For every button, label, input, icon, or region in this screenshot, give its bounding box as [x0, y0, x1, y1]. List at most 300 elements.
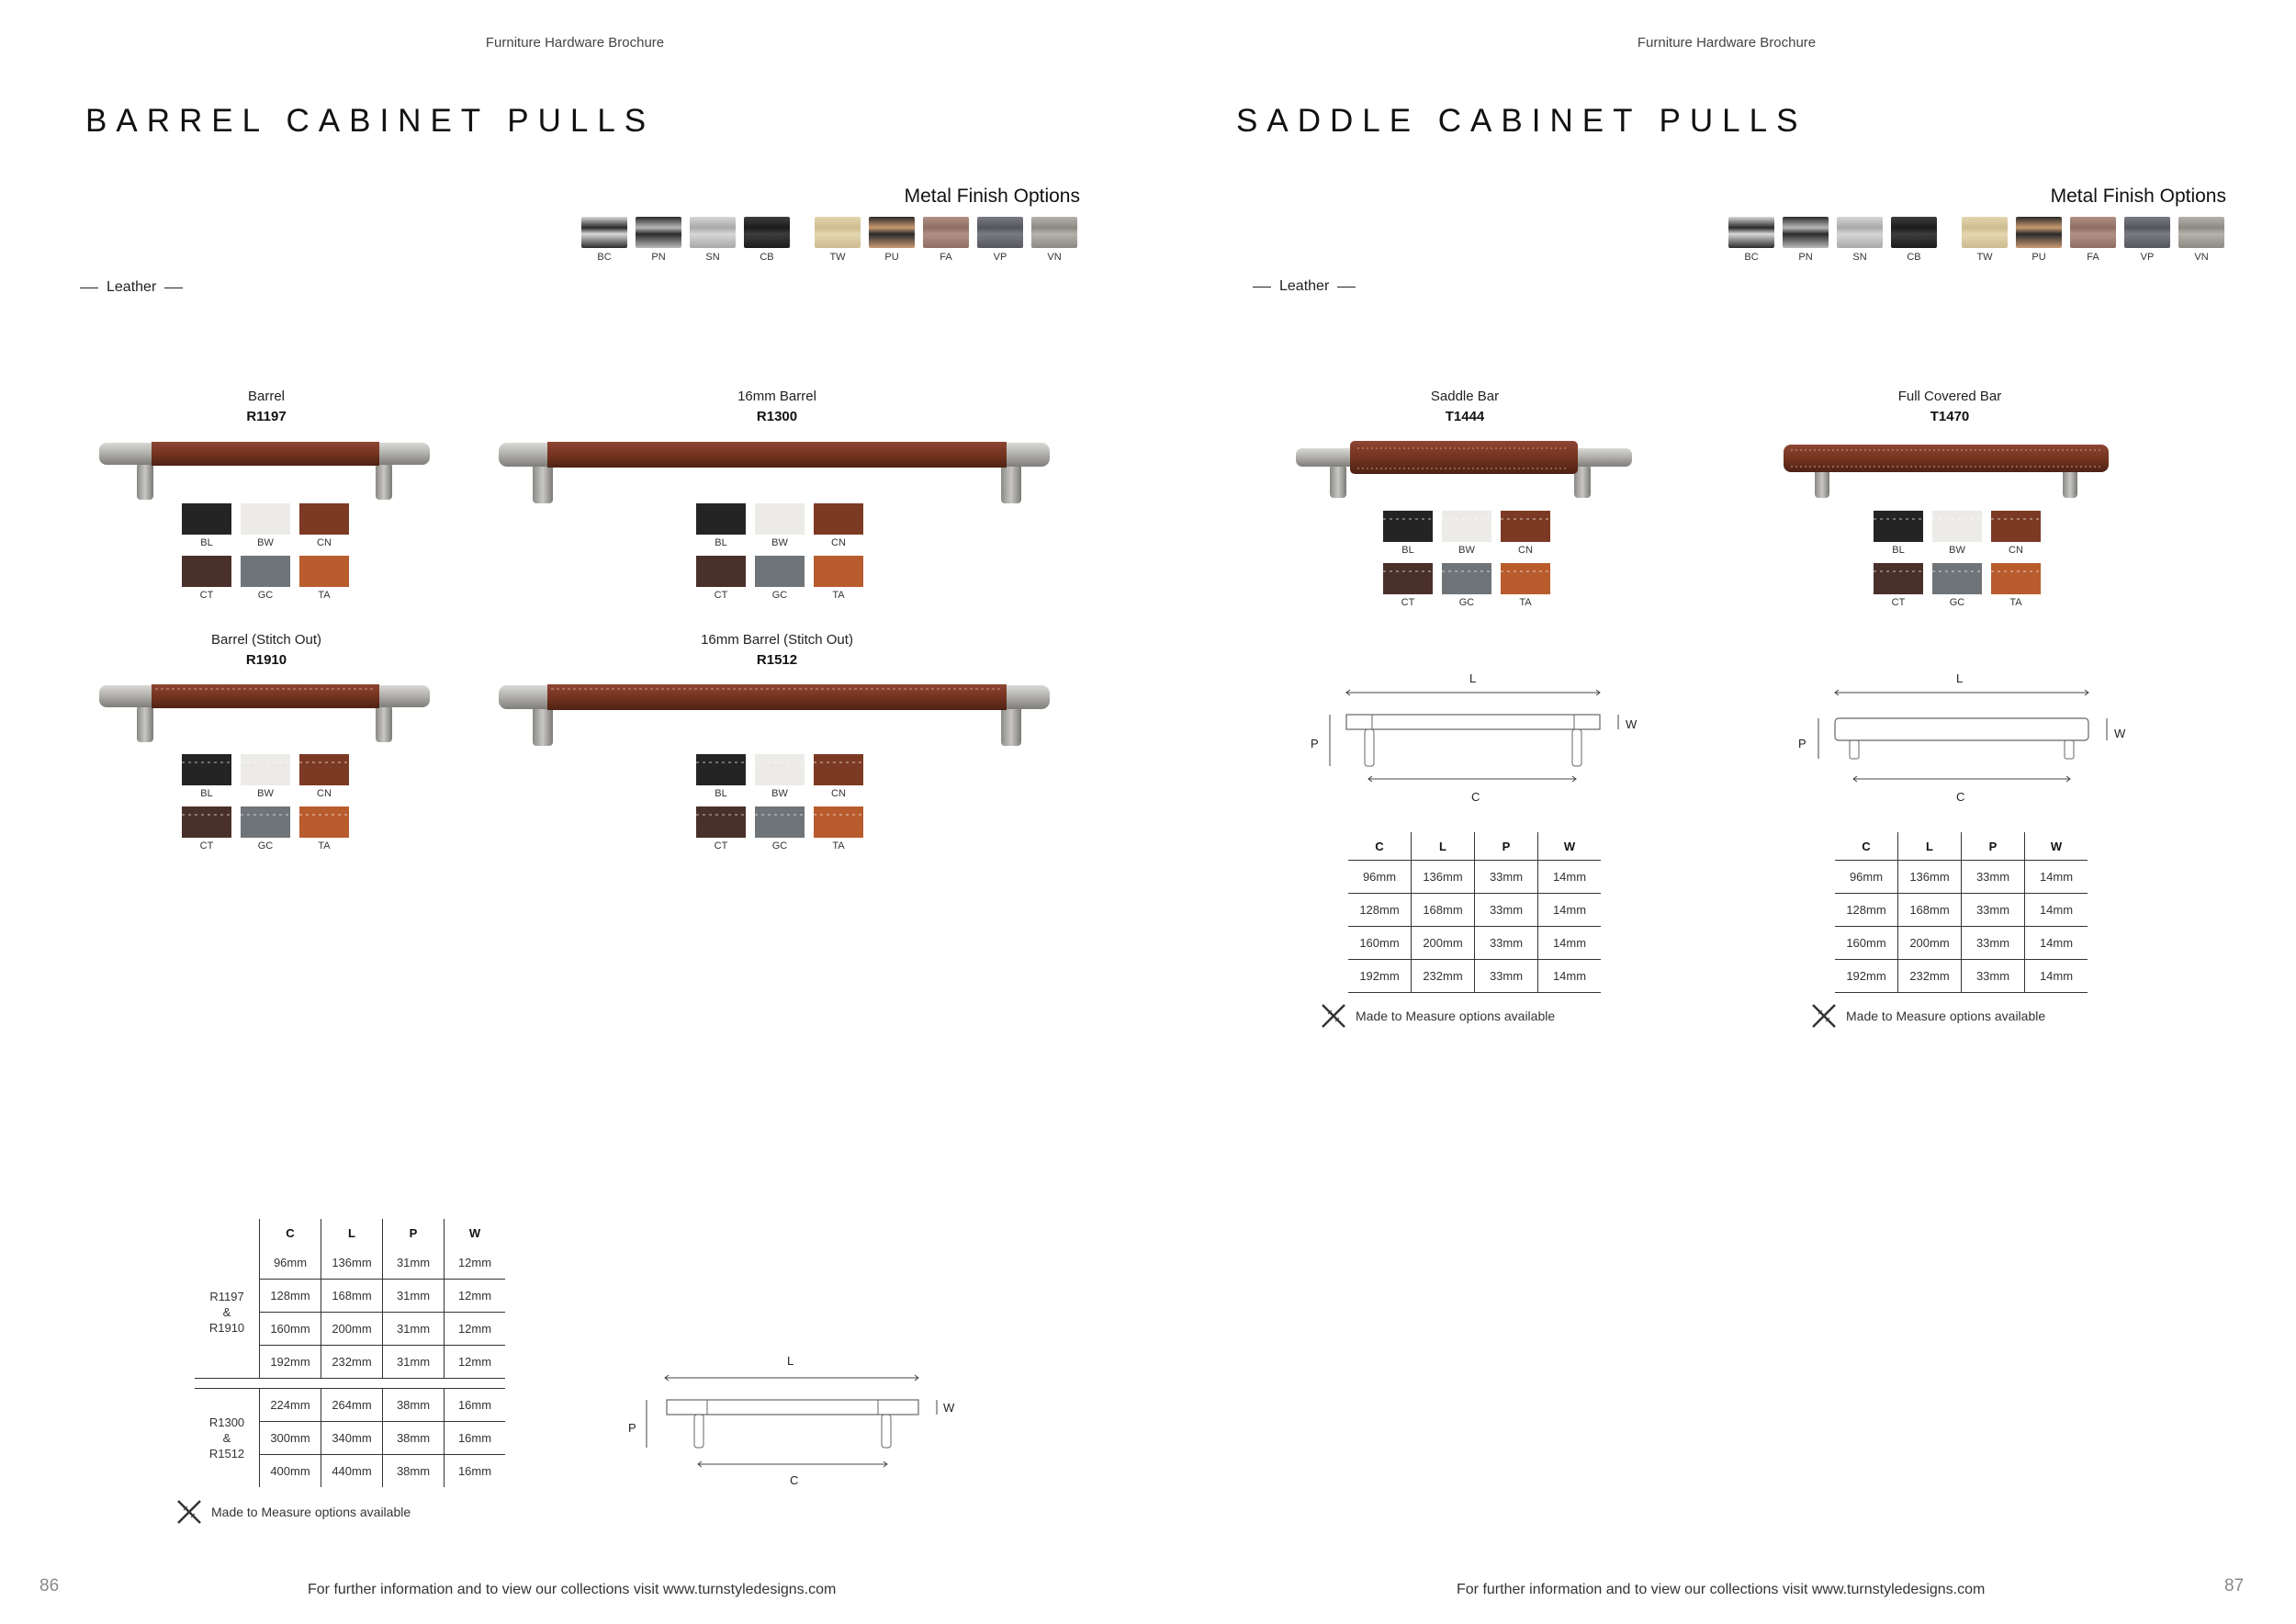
barrel-pull-image: [96, 439, 433, 503]
leather-swatch[interactable]: [299, 503, 349, 548]
diagram-label-w: W: [1626, 717, 1638, 731]
leather-chip: [1874, 511, 1923, 542]
leather-swatch[interactable]: [696, 806, 746, 851]
leather-swatch[interactable]: [1501, 511, 1550, 556]
leather-code: GC: [257, 840, 274, 851]
leather-chip: [696, 556, 746, 587]
metal-finish-code: PN: [651, 252, 666, 263]
leather-code: TA: [318, 840, 331, 851]
table-cell: 12mm: [445, 1346, 506, 1379]
leather-code: BW: [1949, 545, 1965, 556]
product-name: 16mm Barrel (Stitch Out): [701, 632, 853, 648]
metal-finish-chip: [690, 217, 736, 248]
product-code: R1512: [756, 652, 798, 668]
metal-finish-code: BC: [597, 252, 612, 263]
table-header-row: [1348, 832, 1601, 861]
table-header-cell: W: [2025, 832, 2088, 861]
diagram-label-p: P: [1311, 737, 1319, 750]
leather-code: CT: [1891, 597, 1906, 608]
leather-swatch[interactable]: [1442, 511, 1491, 556]
saddle-bar-dimension-diagram: [1304, 680, 1653, 799]
leather-code: CN: [317, 788, 332, 799]
leather-chip: [241, 754, 290, 785]
product-name: Saddle Bar: [1430, 389, 1500, 404]
table-row: [1835, 894, 2088, 927]
metal-finish-chip: [923, 217, 969, 248]
leather-swatch[interactable]: [814, 503, 863, 548]
leather-code: GC: [771, 840, 788, 851]
table-cell: 168mm: [1898, 894, 1962, 927]
metal-finish-chip: [581, 217, 627, 248]
leather-swatch[interactable]: [696, 754, 746, 799]
leather-code: CT: [714, 840, 728, 851]
leather-chip: [1383, 511, 1433, 542]
table-cell: 16mm: [445, 1455, 506, 1488]
leather-code: CN: [831, 537, 846, 548]
table-row: [1835, 960, 2088, 993]
table-cell: 160mm: [260, 1313, 321, 1346]
table-cell: 38mm: [383, 1422, 445, 1455]
metal-finish-swatch[interactable]: [2070, 217, 2116, 263]
metal-finish-code: VP: [2140, 252, 2155, 263]
metal-finish-swatch[interactable]: [923, 217, 969, 263]
table-cell: 38mm: [383, 1455, 445, 1488]
table-header-cell: P: [1962, 832, 2025, 861]
16mm-barrel-pull-image: [496, 439, 1052, 507]
metal-finish-swatch[interactable]: [1031, 217, 1077, 263]
leather-swatches-saddle-bar: [1383, 511, 1550, 608]
page-number: 86: [39, 1576, 60, 1596]
table-cell: 440mm: [321, 1455, 383, 1488]
leather-swatch[interactable]: [1932, 563, 1982, 608]
leather-swatch[interactable]: [814, 806, 863, 851]
table-header-cell: W: [1538, 832, 1602, 861]
metal-finish-swatches: [581, 217, 1086, 263]
leather-code: CT: [199, 590, 214, 601]
metal-finish-swatch[interactable]: [1962, 217, 2008, 263]
leather-code: TA: [318, 590, 331, 601]
leather-chip: [1932, 563, 1982, 594]
leather-swatch[interactable]: [1932, 511, 1982, 556]
leather-code: BW: [257, 537, 274, 548]
leather-swatch[interactable]: [241, 503, 290, 548]
leather-swatches-barrel: [182, 503, 349, 601]
table-row: [1348, 894, 1601, 927]
table-cell: 300mm: [260, 1422, 321, 1455]
product-name: Barrel (Stitch Out): [210, 632, 322, 648]
leather-chip: [814, 754, 863, 785]
diagram-label-c: C: [790, 1473, 799, 1487]
metal-finish-code: CB: [1907, 252, 1921, 263]
table-header-cell: P: [383, 1219, 445, 1246]
metal-finish-code: FA: [2087, 252, 2099, 263]
metal-finish-code: SN: [1852, 252, 1867, 263]
page-title: SADDLE CABINET PULLS: [1236, 103, 1807, 139]
metal-finish-code: VP: [993, 252, 1007, 263]
leather-swatch[interactable]: [1991, 563, 2041, 608]
table-cell: 38mm: [383, 1389, 445, 1422]
metal-finish-swatch[interactable]: [2178, 217, 2224, 263]
leather-chip: [1991, 511, 2041, 542]
diagram-label-c: C: [1471, 790, 1480, 804]
table-cell: 31mm: [383, 1246, 445, 1280]
metal-finish-chip: [2070, 217, 2116, 248]
table-cell: 192mm: [1348, 960, 1412, 993]
leather-swatch[interactable]: [755, 503, 805, 548]
leather-swatch[interactable]: [299, 754, 349, 799]
metal-finish-chip: [2124, 217, 2170, 248]
leather-code: BL: [200, 537, 213, 548]
16mm-barrel-stitch-out-pull-image: [496, 682, 1052, 750]
table-cell: 168mm: [1412, 894, 1475, 927]
leather-code: CT: [1401, 597, 1415, 608]
leather-chip: [755, 806, 805, 838]
leather-swatch[interactable]: [299, 806, 349, 851]
group-label-line: &: [222, 1431, 231, 1445]
group-label-line: &: [222, 1305, 231, 1319]
leather-swatch[interactable]: [696, 503, 746, 548]
leather-swatches-16mm-barrel-stitch-out: [696, 754, 863, 851]
dimension-diagram: [625, 1348, 974, 1486]
table-row: [1348, 960, 1601, 993]
ruler-pencil-icon: [1809, 1001, 1839, 1031]
table-cell: 14mm: [1538, 861, 1602, 894]
metal-finish-chip: [744, 217, 790, 248]
metal-finish-chip: [1031, 217, 1077, 248]
table-cell: 232mm: [1898, 960, 1962, 993]
metal-finish-swatch[interactable]: [1891, 217, 1937, 263]
diagram-label-l: L: [787, 1354, 794, 1368]
table-header-cell: W: [445, 1219, 506, 1246]
leather-chip: [696, 806, 746, 838]
metal-finish-chip: [869, 217, 915, 248]
leather-code: GC: [771, 590, 788, 601]
leather-section-label: Leather: [72, 279, 191, 296]
table-cell: 33mm: [1475, 960, 1538, 993]
metal-finish-chip: [1728, 217, 1774, 248]
table-cell: 31mm: [383, 1280, 445, 1313]
footer-text: For further information and to view our collections visit www.turnstyledesigns.com: [308, 1582, 837, 1597]
table-cell: 33mm: [1962, 960, 2025, 993]
table-cell: 232mm: [1412, 960, 1475, 993]
leather-chip: [182, 556, 231, 587]
table-cell: 136mm: [1412, 861, 1475, 894]
table-row: [1835, 861, 2088, 894]
table-header-cell: L: [1412, 832, 1475, 861]
ruler-pencil-icon: [1319, 1001, 1348, 1031]
table-cell: 96mm: [1348, 861, 1412, 894]
leather-section-label: Leather: [1244, 278, 1364, 295]
metal-finish-code: FA: [940, 252, 952, 263]
table-cell: 96mm: [1835, 861, 1898, 894]
page-title: BARREL CABINET PULLS: [85, 103, 656, 139]
leather-swatch[interactable]: [241, 806, 290, 851]
right-page: [1148, 0, 2296, 1624]
made-to-measure-note: Made to Measure options available: [174, 1497, 411, 1527]
full-covered-bar-dimension-diagram: [1793, 680, 2142, 799]
metal-finish-code: PU: [2032, 252, 2046, 263]
table-group-label: [195, 1389, 260, 1488]
product-code: R1300: [756, 409, 798, 424]
metal-finish-chip: [636, 217, 681, 248]
product-name: 16mm Barrel: [737, 389, 816, 404]
leather-swatch[interactable]: [1874, 563, 1923, 608]
leather-code: BL: [715, 537, 727, 548]
leather-chip: [241, 556, 290, 587]
metal-finish-code: PN: [1798, 252, 1813, 263]
product-name: Full Covered Bar: [1897, 389, 2002, 404]
leather-chip: [696, 754, 746, 785]
metal-finish-swatch[interactable]: [1783, 217, 1829, 263]
leather-chip: [182, 503, 231, 535]
table-cell: 192mm: [1835, 960, 1898, 993]
leather-swatch[interactable]: [814, 556, 863, 601]
table-cell: 128mm: [1348, 894, 1412, 927]
leather-swatch[interactable]: [814, 754, 863, 799]
metal-finish-swatch[interactable]: [815, 217, 861, 263]
table-cell: 14mm: [2025, 861, 2088, 894]
leather-code: BW: [771, 788, 788, 799]
metal-finish-code: BC: [1744, 252, 1759, 263]
product-code: T1470: [1930, 409, 1970, 424]
table-cell: 33mm: [1475, 861, 1538, 894]
barrel-stitch-out-pull-image: [96, 682, 433, 746]
leather-swatch[interactable]: [241, 556, 290, 601]
table-row: [195, 1389, 505, 1422]
leather-swatch[interactable]: [1991, 511, 2041, 556]
leather-chip: [1501, 563, 1550, 594]
ruler-pencil-icon: [174, 1497, 204, 1527]
metal-finish-swatch[interactable]: [869, 217, 915, 263]
leather-swatch[interactable]: [755, 754, 805, 799]
table-row: [1348, 927, 1601, 960]
diagram-label-l: L: [1956, 671, 1964, 685]
metal-finish-chip: [815, 217, 861, 248]
leather-swatch[interactable]: [182, 754, 231, 799]
metal-finish-title: Metal Finish Options: [904, 186, 1080, 207]
table-cell: 128mm: [260, 1280, 321, 1313]
leather-code: BW: [1458, 545, 1475, 556]
group-label-line: R1300: [208, 1415, 245, 1429]
table-cell: 12mm: [445, 1246, 506, 1280]
table-group-label: [195, 1246, 260, 1379]
table-cell: 33mm: [1475, 894, 1538, 927]
metal-finish-swatch[interactable]: [977, 217, 1023, 263]
made-to-measure-note: Made to Measure options available: [1319, 1001, 1555, 1031]
leather-swatch[interactable]: [1383, 563, 1433, 608]
metal-finish-swatch[interactable]: [744, 217, 790, 263]
metal-finish-swatch[interactable]: [636, 217, 681, 263]
table-cell: 12mm: [445, 1313, 506, 1346]
leather-swatch[interactable]: [1442, 563, 1491, 608]
leather-swatch[interactable]: [241, 754, 290, 799]
metal-finish-chip: [2016, 217, 2062, 248]
footer-text: For further information and to view our collections visit www.turnstyledesigns.com: [1457, 1582, 1986, 1597]
table-header-cell: C: [1348, 832, 1412, 861]
leather-code: TA: [2009, 597, 2022, 608]
leather-code: GC: [1458, 597, 1475, 608]
diagram-label-w: W: [2114, 727, 2126, 740]
metal-finish-chip: [1962, 217, 2008, 248]
product-code: R1197: [246, 409, 287, 424]
leather-chip: [1874, 563, 1923, 594]
diagram-label-c: C: [1956, 790, 1965, 804]
metal-finish-code: SN: [705, 252, 720, 263]
table-cell: 14mm: [2025, 960, 2088, 993]
metal-finish-code: TW: [829, 252, 846, 263]
leather-chip: [755, 503, 805, 535]
group-label-line: R1910: [208, 1321, 245, 1335]
group-label-line: R1512: [208, 1447, 245, 1460]
table-cell: 14mm: [2025, 927, 2088, 960]
table-header-cell: C: [1835, 832, 1898, 861]
table-cell: 14mm: [1538, 894, 1602, 927]
leather-swatch[interactable]: [299, 556, 349, 601]
metal-finish-swatches: [1728, 217, 2233, 263]
leather-chip: [1442, 563, 1491, 594]
table-cell: 400mm: [260, 1455, 321, 1488]
metal-finish-code: TW: [1976, 252, 1993, 263]
brochure-header: Furniture Hardware Brochure: [485, 35, 665, 51]
table-row: [195, 1246, 505, 1280]
leather-swatch[interactable]: [696, 556, 746, 601]
leather-chip: [1501, 511, 1550, 542]
leather-code: BL: [200, 788, 213, 799]
table-cell: 264mm: [321, 1389, 383, 1422]
metal-finish-code: VN: [1047, 252, 1062, 263]
leather-code: BL: [1892, 545, 1905, 556]
diagram-label-p: P: [1798, 737, 1806, 750]
leather-chip: [1991, 563, 2041, 594]
product-barrel-stitch-out: [174, 632, 358, 668]
table-header-cell: P: [1475, 832, 1538, 861]
diagram-label-p: P: [628, 1421, 636, 1435]
leather-swatch[interactable]: [755, 806, 805, 851]
separator-cell: [195, 1379, 505, 1389]
metal-finish-chip: [1837, 217, 1883, 248]
leather-swatch[interactable]: [1383, 511, 1433, 556]
metal-finish-chip: [2178, 217, 2224, 248]
leather-code: CN: [317, 537, 332, 548]
table-cell: 31mm: [383, 1346, 445, 1379]
metal-finish-swatch[interactable]: [1837, 217, 1883, 263]
metal-finish-title: Metal Finish Options: [2050, 186, 2226, 207]
product-saddle-bar: [1373, 389, 1557, 424]
metal-finish-swatch[interactable]: [581, 217, 627, 263]
metal-finish-chip: [977, 217, 1023, 248]
table-cell: 128mm: [1835, 894, 1898, 927]
leather-chip: [182, 806, 231, 838]
diagram-label-l: L: [1469, 671, 1477, 685]
leather-chip: [1442, 511, 1491, 542]
table-cell: 200mm: [1898, 927, 1962, 960]
leather-code: BL: [1401, 545, 1414, 556]
table-cell: 16mm: [445, 1422, 506, 1455]
product-barrel: [174, 389, 358, 424]
page-number: 87: [2224, 1576, 2245, 1596]
table-cell: 136mm: [321, 1246, 383, 1280]
metal-finish-code: PU: [884, 252, 899, 263]
metal-finish-swatch[interactable]: [1728, 217, 1774, 263]
saddle-bar-pull-image: [1293, 441, 1635, 503]
leather-code: CN: [1518, 545, 1533, 556]
metal-finish-chip: [1783, 217, 1829, 248]
table-cell: 14mm: [1538, 960, 1602, 993]
leather-code: GC: [257, 590, 274, 601]
brochure-header: Furniture Hardware Brochure: [1637, 35, 1817, 51]
table-header-row: [195, 1219, 505, 1246]
leather-code: CT: [714, 590, 728, 601]
table-cell: 136mm: [1898, 861, 1962, 894]
product-code: R1910: [245, 652, 287, 668]
metal-finish-swatch[interactable]: [2124, 217, 2170, 263]
leather-chip: [299, 503, 349, 535]
group-label-line: R1197: [209, 1290, 244, 1303]
leather-swatch[interactable]: [755, 556, 805, 601]
leather-swatch[interactable]: [1874, 511, 1923, 556]
table-group-separator: [195, 1379, 505, 1389]
leather-code: BL: [715, 788, 727, 799]
full-covered-bar-pull-image: [1780, 445, 2112, 503]
table-cell: 168mm: [321, 1280, 383, 1313]
leather-chip: [241, 503, 290, 535]
leather-chip: [299, 754, 349, 785]
leather-swatch[interactable]: [182, 556, 231, 601]
leather-chip: [814, 806, 863, 838]
table-header-row: [1835, 832, 2088, 861]
table-row: [1348, 861, 1601, 894]
saddle-bar-dimensions-table: [1348, 832, 1601, 993]
leather-swatch[interactable]: [182, 806, 231, 851]
table-cell: 31mm: [383, 1313, 445, 1346]
table-cell: 33mm: [1962, 927, 2025, 960]
table-header-blank: [195, 1219, 260, 1246]
leather-code: BW: [771, 537, 788, 548]
leather-chip: [299, 556, 349, 587]
metal-finish-swatch[interactable]: [690, 217, 736, 263]
leather-chip: [696, 503, 746, 535]
table-cell: 33mm: [1962, 861, 2025, 894]
metal-finish-swatch[interactable]: [2016, 217, 2062, 263]
leather-code: TA: [832, 590, 845, 601]
leather-chip: [755, 556, 805, 587]
made-to-measure-note: Made to Measure options available: [1809, 1001, 2045, 1031]
table-header-cell: L: [321, 1219, 383, 1246]
metal-finish-chip: [1891, 217, 1937, 248]
leather-swatch[interactable]: [182, 503, 231, 548]
table-cell: 160mm: [1835, 927, 1898, 960]
table-cell: 192mm: [260, 1346, 321, 1379]
product-code: T1444: [1445, 409, 1485, 424]
table-cell: 96mm: [260, 1246, 321, 1280]
leather-code: GC: [1949, 597, 1965, 608]
diagram-label-w: W: [943, 1401, 955, 1415]
table-cell: 33mm: [1962, 894, 2025, 927]
leather-chip: [182, 754, 231, 785]
leather-swatches-16mm-barrel: [696, 503, 863, 601]
product-16mm-barrel-stitch-out: [639, 632, 915, 668]
leather-chip: [814, 503, 863, 535]
product-full-covered-bar: [1858, 389, 2042, 424]
table-header-cell: L: [1898, 832, 1962, 861]
leather-chip: [1932, 511, 1982, 542]
table-cell: 16mm: [445, 1389, 506, 1422]
leather-swatches-barrel-stitch-out: [182, 754, 349, 851]
metal-finish-code: VN: [2194, 252, 2209, 263]
leather-code: CN: [2009, 545, 2023, 556]
table-cell: 232mm: [321, 1346, 383, 1379]
leather-swatch[interactable]: [1501, 563, 1550, 608]
